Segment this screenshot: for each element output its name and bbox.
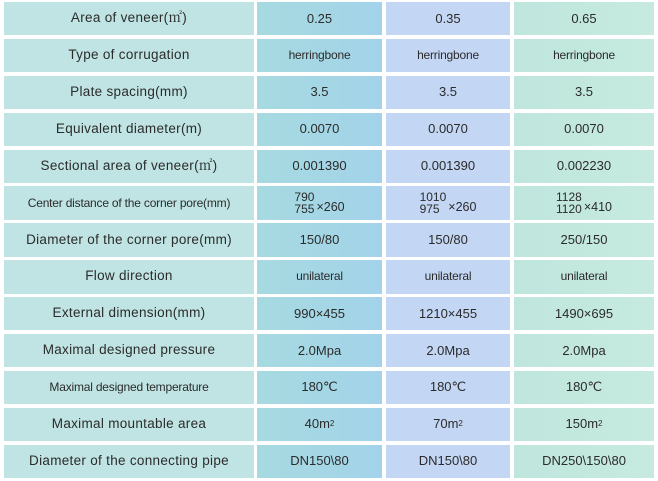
- value-cell: 0.0070: [386, 113, 510, 146]
- row-label: External dimension(mm): [4, 297, 254, 330]
- value-cell: 0.002230: [514, 150, 654, 183]
- row-label: Equivalent diameter(m): [4, 113, 254, 146]
- value-cell: 3.5: [514, 76, 654, 109]
- value-cell: 70m 2: [386, 408, 510, 441]
- value-cell: 0.001390: [386, 150, 510, 183]
- value-cell: 0.35: [386, 2, 510, 35]
- row-label: Area of veneer(㎡): [4, 2, 254, 35]
- value-cell: 1128 1120 ×410: [514, 186, 654, 219]
- row-label: Plate spacing(mm): [4, 76, 254, 109]
- value-cell: herringbone: [386, 39, 510, 72]
- value-cell: 0.0070: [514, 113, 654, 146]
- value-cell: 0.001390: [257, 150, 382, 183]
- value-cell: 1010 975 ×260: [386, 186, 510, 219]
- value-cell: unilateral: [257, 260, 382, 293]
- value-cell: 3.5: [386, 76, 510, 109]
- value-cell: 2.0Mpa: [514, 334, 654, 367]
- value-cell: 150m 2: [514, 408, 654, 441]
- value-cell: 0.0070: [257, 113, 382, 146]
- value-cell: herringbone: [257, 39, 382, 72]
- value-cell: 250/150: [514, 223, 654, 256]
- value-cell: 180℃: [257, 371, 382, 404]
- value-cell: 150/80: [257, 223, 382, 256]
- value-cell: 2.0Mpa: [257, 334, 382, 367]
- row-label: Flow direction: [4, 260, 254, 293]
- row-label: Maximal mountable area: [4, 408, 254, 441]
- value-cell: 1210×455: [386, 297, 510, 330]
- row-label: Diameter of the corner pore(mm): [4, 223, 254, 256]
- row-label: Maximal designed temperature: [4, 371, 254, 404]
- row-label: Maximal designed pressure: [4, 334, 254, 367]
- value-cell: 0.65: [514, 2, 654, 35]
- value-cell: 990×455: [257, 297, 382, 330]
- value-cell: 2.0Mpa: [386, 334, 510, 367]
- value-cell: DN150\80: [257, 445, 382, 478]
- value-cell: DN250\150\80: [514, 445, 654, 478]
- value-cell: 3.5: [257, 76, 382, 109]
- value-cell: 1490×695: [514, 297, 654, 330]
- value-cell: herringbone: [514, 39, 654, 72]
- value-cell: DN150\80: [386, 445, 510, 478]
- value-cell: 180℃: [386, 371, 510, 404]
- value-cell: 150/80: [386, 223, 510, 256]
- row-label: Center distance of the corner pore(mm): [4, 186, 254, 219]
- value-cell: unilateral: [386, 260, 510, 293]
- row-label: Diameter of the connecting pipe: [4, 445, 254, 478]
- value-cell: unilateral: [514, 260, 654, 293]
- row-label: Sectional area of veneer(㎡): [4, 150, 254, 183]
- value-cell: 0.25: [257, 2, 382, 35]
- row-label: Type of corrugation: [4, 39, 254, 72]
- value-cell: 40m 2: [257, 408, 382, 441]
- value-cell: 180℃: [514, 371, 654, 404]
- value-cell: 790 755 ×260: [257, 186, 382, 219]
